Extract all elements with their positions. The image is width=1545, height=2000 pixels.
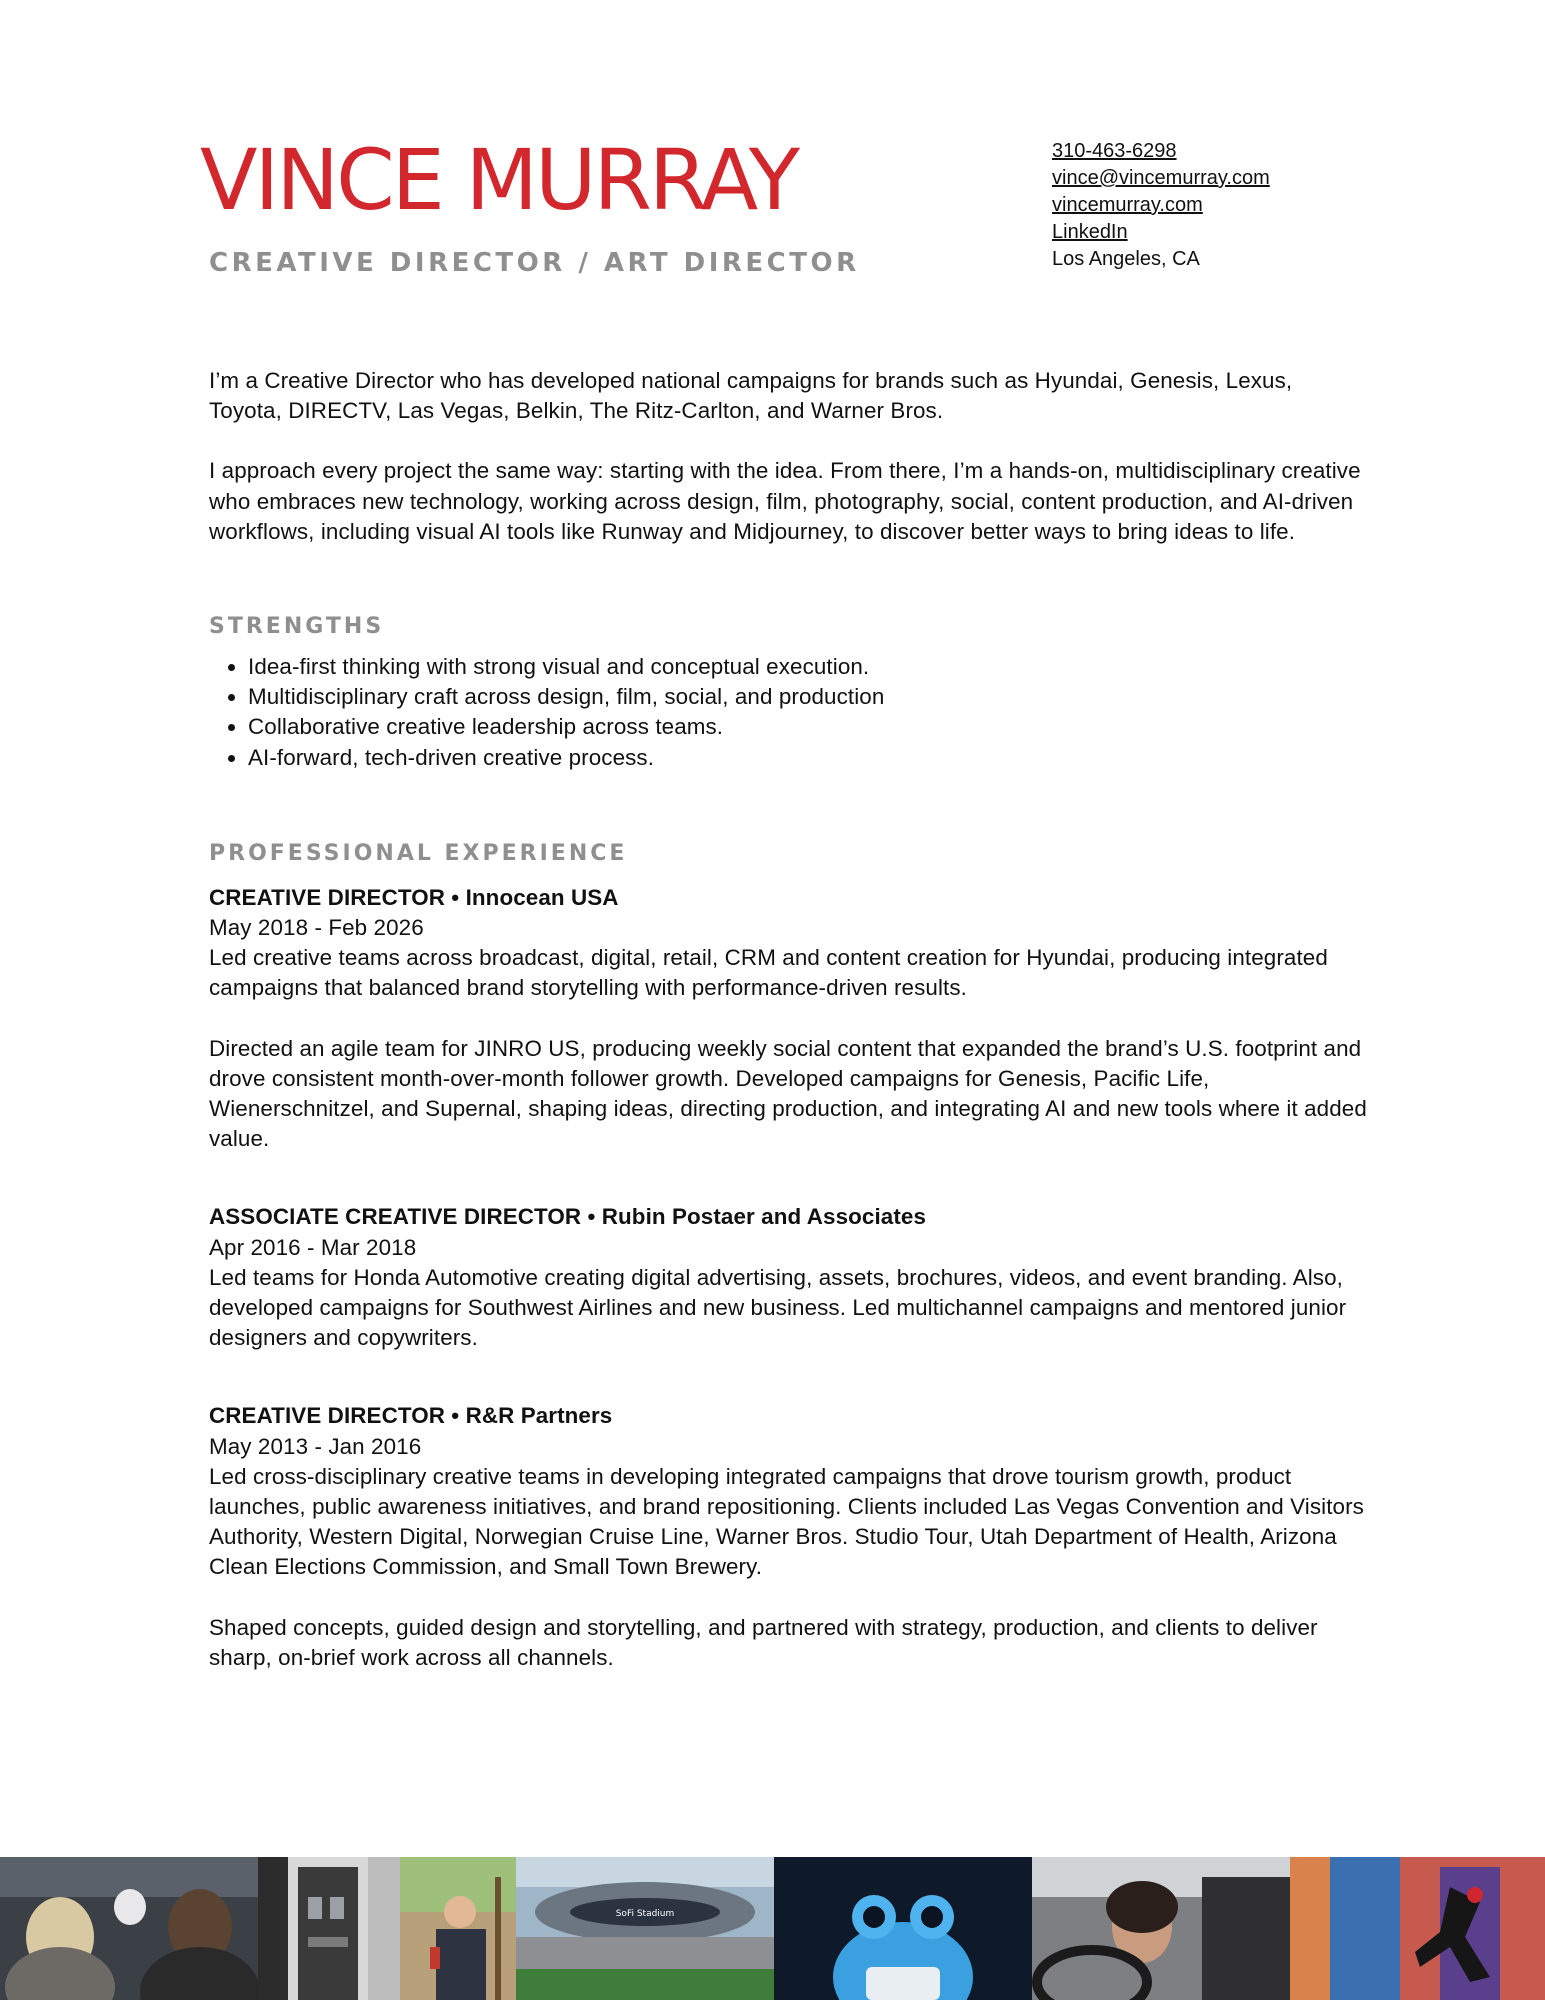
driver-image — [1032, 1857, 1290, 2000]
car-interior-image — [0, 1857, 258, 2000]
job-paragraph: Led creative teams across broadcast, digital, retail, CRM and content creation for Hyundai, producing integrated campaigns that balanced brand storytelling with performance-driven results. — [209, 945, 1328, 1001]
job-entry-rpa — [209, 1202, 1369, 1353]
job-entry-innocean — [209, 883, 1369, 1155]
experience-heading: PROFESSIONAL EXPERIENCE — [209, 840, 628, 866]
job-title: ASSOCIATE CREATIVE DIRECTOR • Rubin Postaer and Associates — [209, 1204, 926, 1230]
person-portrait-image — [400, 1857, 516, 2000]
resume-body — [209, 366, 1369, 1673]
portfolio-thumbnail — [774, 1857, 1032, 2000]
website-link[interactable]: vincemurray.com — [1052, 194, 1203, 216]
strength-item: • AI-forward, tech-driven creative process. — [248, 743, 1369, 773]
strengths-heading: STRENGTHS — [209, 614, 385, 640]
strength-item: • Collaborative creative leadership across teams. — [248, 712, 1369, 742]
job-dates: May 2013 - Jan 2016 — [209, 1433, 422, 1459]
job-title: CREATIVE DIRECTOR • Innocean USA — [209, 884, 619, 910]
linkedin-link[interactable]: LinkedIn — [1052, 221, 1128, 243]
stadium-image — [516, 1857, 774, 2000]
intro-paragraph-1: I’m a Creative Director who has developed national campaigns for brands such as Hyundai, Genesis, Lexus, Toyota, DIRECTV, Las Vegas, Belkin, The Ritz-Carlton, and Warner Bros. — [209, 368, 1293, 424]
portfolio-thumbnail — [516, 1857, 774, 2000]
job-paragraph: Led cross-disciplinary creative teams in developing integrated campaigns that drove tourism growth, product launches, public awareness initiatives, and brand repositioning. Clients included Las Vegas Convention and Visitors Authority, Western Digital, Norwegian Cruise Line, Warner Bros. Studio Tour, Utah Department of Health, Arizona Clean Elections Commission, and Small Town Brewery. — [209, 1463, 1364, 1580]
portfolio-thumbnail — [1290, 1857, 1545, 2000]
email-link[interactable]: vince@vincemurray.com — [1052, 167, 1270, 189]
strength-item: • Idea-first thinking with strong visual and conceptual execution. — [248, 652, 1369, 682]
job-dates: Apr 2016 - Mar 2018 — [209, 1234, 417, 1260]
job-title: CREATIVE DIRECTOR • R&R Partners — [209, 1403, 613, 1429]
portfolio-thumbnail — [1032, 1857, 1290, 2000]
job-paragraph: Directed an agile team for JINRO US, producing weekly social content that expanded the brand’s U.S. footprint and drove consistent month-over-month follower growth. Developed campaigns for Genesis, Pacific Life, Wienerschnitzel, and Supernal, shaping ideas, directing production, and integrating AI and new tools where it added value. — [209, 1035, 1367, 1152]
job-dates: May 2018 - Feb 2026 — [209, 915, 424, 941]
portfolio-thumbnail — [258, 1857, 400, 2000]
gas-pump-image — [258, 1857, 400, 2000]
intro-paragraph-2: I approach every project the same way: starting with the idea. From there, I’m a hands-on, multidisciplinary creative who embraces new technology, working across design, film, photography, social, content production, and AI-driven workflows, including visual AI tools like Runway and Midjourney, to discover better ways to bring ideas to life. — [209, 458, 1361, 544]
stadium-sign: SoFi Stadium — [615, 1909, 675, 1919]
job-entry-rr-partners — [209, 1401, 1369, 1673]
role-subtitle: CREATIVE DIRECTOR / ART DIRECTOR — [209, 248, 860, 278]
frog-mascot-image — [774, 1857, 1032, 2000]
name-heading: VINCE MURRAY — [200, 131, 798, 229]
phone-link[interactable]: 310-463-6298 — [1052, 140, 1177, 162]
strength-item: • Multidisciplinary craft across design, film, social, and production — [248, 682, 1369, 712]
animated-city-image — [1290, 1857, 1545, 2000]
job-paragraph: Led teams for Honda Automotive creating digital advertising, assets, brochures, videos, and event branding. Also, developed campaigns for Southwest Airlines and new business. Led multichannel campaigns and mentored junior designers and copywriters. — [209, 1264, 1347, 1351]
strengths-list — [209, 652, 1369, 773]
contact-block — [1052, 138, 1270, 273]
portfolio-thumbnail — [0, 1857, 258, 2000]
job-paragraph: Shaped concepts, guided design and storytelling, and partnered with strategy, production, and clients to deliver sharp, on-brief work across all channels. — [209, 1614, 1318, 1670]
portfolio-filmstrip — [0, 1857, 1545, 2000]
location-text: Los Angeles, CA — [1052, 248, 1200, 270]
portfolio-thumbnail — [400, 1857, 516, 2000]
